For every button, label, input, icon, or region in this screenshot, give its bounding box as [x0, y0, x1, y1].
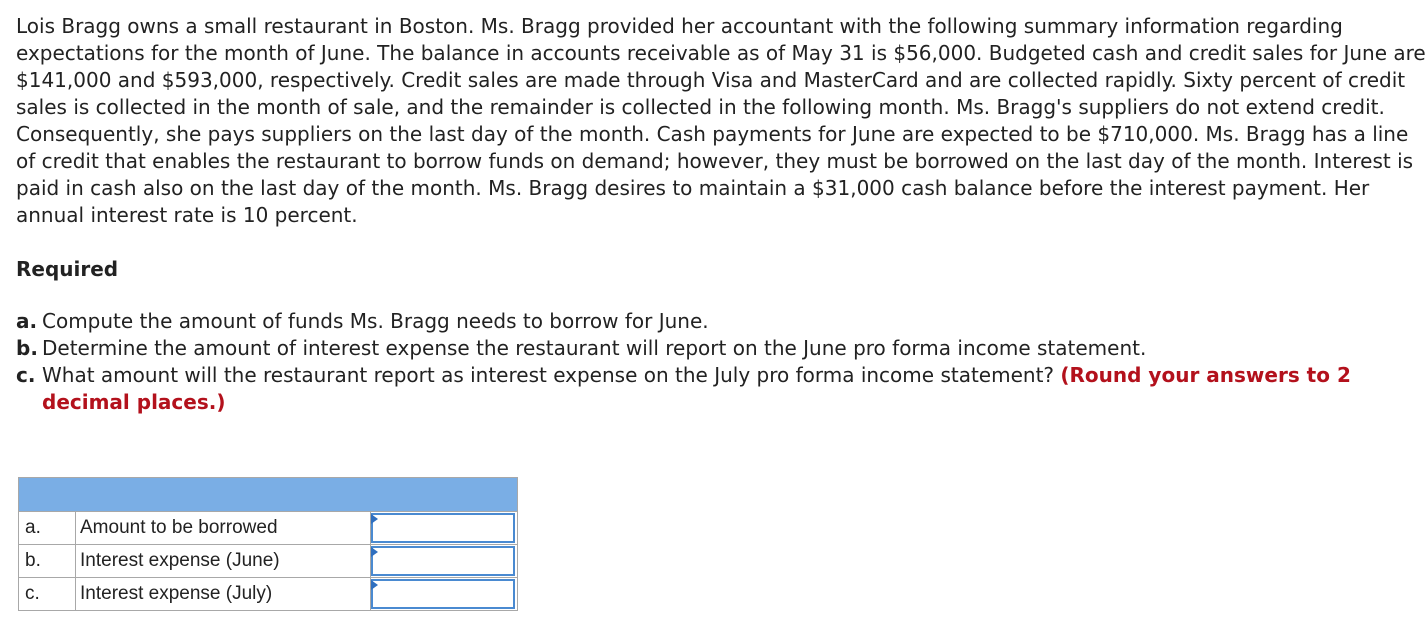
row-label: Amount to be borrowed	[76, 512, 371, 545]
question-text: Determine the amount of interest expense the restaurant will report on the June pro forma income statement.	[42, 336, 1147, 360]
answer-cell	[371, 545, 518, 578]
answer-cell	[371, 578, 518, 611]
question-letter: c.	[16, 363, 36, 387]
question-c	[16, 362, 1416, 416]
amount-borrowed-input[interactable]	[371, 513, 515, 543]
answer-table	[18, 477, 518, 611]
input-flag-icon	[371, 514, 378, 524]
table-row	[19, 545, 518, 578]
row-letter: a.	[19, 512, 76, 545]
question-letter: a.	[16, 309, 38, 333]
input-flag-icon	[371, 580, 378, 590]
question-list	[16, 308, 1416, 416]
question-letter: b.	[16, 336, 38, 360]
row-letter: c.	[19, 578, 76, 611]
table-header	[19, 478, 518, 512]
interest-june-input[interactable]	[371, 546, 515, 576]
question-b	[16, 335, 1416, 362]
table-row	[19, 578, 518, 611]
table-header-row	[19, 478, 518, 512]
input-flag-icon	[371, 547, 378, 557]
row-letter: b.	[19, 545, 76, 578]
problem-statement: Lois Bragg owns a small restaurant in Boston. Ms. Bragg provided her accountant with the following summary information regarding expectations for the month of June. The balance in accounts receivable as of May 31 is $56,000. Budgeted cash and credit sales for June are $141,000 and $593,000, respectively. Credit sales are made through Visa and MasterCard and are collected rapidly. Sixty percent of credit sales is collected in the month of sale, and the remainder is collected in the following month. Ms. Bragg's suppliers do not extend credit. Consequently, she pays suppliers on the last day of the month. Cash payments for June are expected to be $710,000. Ms. Bragg has a line of credit that enables the restaurant to borrow funds on demand; however, they must be borrowed on the last day of the month. Interest is paid in cash also on the last day of the month. Ms. Bragg desires to maintain a $31,000 cash balance before the interest payment. Her annual interest rate is 10 percent.	[16, 14, 1426, 227]
question-text: Compute the amount of funds Ms. Bragg needs to borrow for June.	[42, 309, 709, 333]
row-label: Interest expense (June)	[76, 545, 371, 578]
question-text: What amount will the restaurant report as interest expense on the July pro forma income statement?	[42, 363, 1055, 387]
question-a	[16, 308, 1416, 335]
rounding-instruction: (Round your answers to 2 decimal places.)	[42, 363, 1351, 414]
row-label: Interest expense (July)	[76, 578, 371, 611]
answer-cell	[371, 512, 518, 545]
table-row	[19, 512, 518, 545]
required-heading: Required	[16, 257, 119, 281]
interest-july-input[interactable]	[371, 579, 515, 609]
